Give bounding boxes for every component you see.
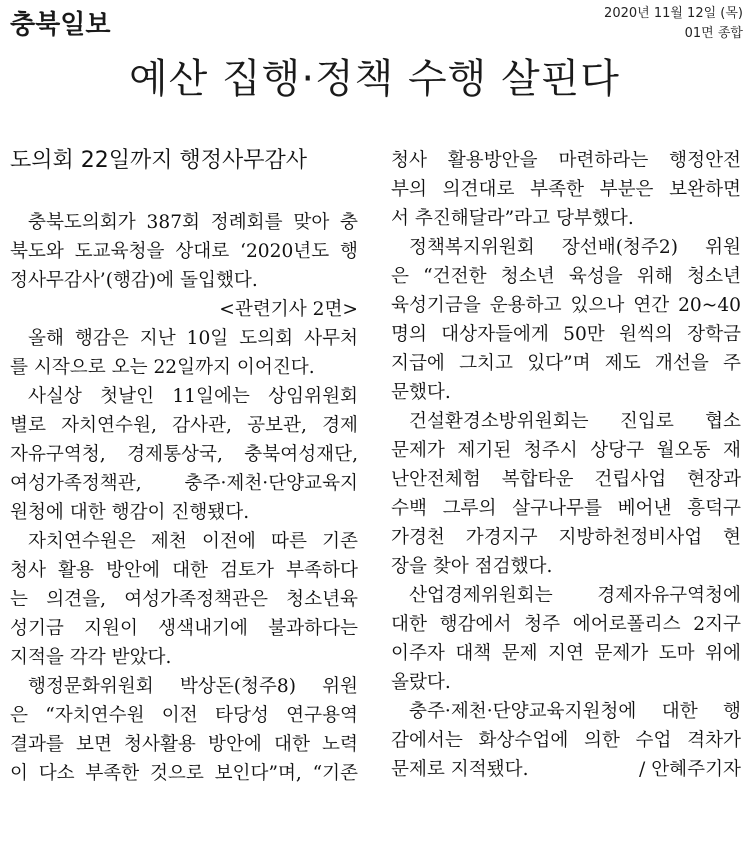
article-line: 지적을 각각 받았다. (10, 647, 172, 668)
publication-date: 2020년 11월 12일 (목) (604, 6, 743, 21)
headline: 예산 집행·정책 수행 살핀다 (129, 56, 620, 102)
article-line: 은 “건전한 청소년 육성을 위해 청소년 (391, 266, 741, 287)
article-line: 서 추진해달라”라고 당부했다. (391, 208, 634, 229)
article-line: 여성가족정책관, 충주·제천·단양교육지 (10, 473, 358, 494)
article-line: 문했다. (391, 382, 451, 403)
newspaper-masthead: 충북일보 (10, 10, 111, 40)
article-line: 성기금 지원이 생색내기에 불과하다는 (10, 618, 358, 639)
article-line: 수백 그루의 살구나무를 베어낸 흥덕구 (391, 498, 741, 519)
article-line: 행정문화위원회 박상돈(청주8) 위원 (28, 676, 358, 697)
article-line: 문제로 지적됐다. (391, 759, 529, 780)
final-line-row (391, 755, 741, 784)
article-line: 은 “자치연수원 이전 타당성 연구용역 (10, 705, 358, 726)
article-line: 정책복지위원회 장선배(청주2) 위원 (409, 237, 741, 258)
article-column-left (10, 208, 358, 788)
article-line: 육성기금을 운용하고 있으나 연간 20~40 (391, 295, 741, 316)
related-article-note: <관련기사 2면> (219, 299, 358, 320)
article-line: 자유구역청, 경제통상국, 충북여성재단, (10, 444, 358, 465)
dateline (604, 4, 743, 44)
article-line: 는 의견을, 여성가족정책관은 청소년육 (10, 589, 358, 610)
article-line: 충주·제천·단양교육지원청에 대한 행 (409, 701, 741, 722)
article-line: 감에서는 화상수업에 의한 수업 격차가 (391, 730, 741, 751)
article-line: 장을 찾아 점검했다. (391, 556, 553, 577)
article-line: 건설환경소방위원회는 진입로 협소 (409, 411, 741, 432)
article-line: 충북도의회가 387회 정례회를 맞아 충 (28, 212, 358, 233)
article-line: 부의 의견대로 부족한 부분은 보완하면 (391, 179, 741, 200)
page-section: 01면 종합 (684, 26, 743, 41)
article-line: 를 시작으로 오는 22일까지 이어진다. (10, 357, 315, 378)
article-line: 가경천 가경지구 지방하천정비사업 현 (391, 527, 741, 548)
article-line: 청사 활용 방안에 대한 검토가 부족하다 (10, 560, 358, 581)
article-line: 문제가 제기된 청주시 상당구 월오동 재 (391, 440, 741, 461)
article-line: 자치연수원은 제천 이전에 따른 기존 (28, 531, 358, 552)
article-line: 원청에 대한 행감이 진행됐다. (10, 502, 250, 523)
byline: / 안혜주기자 (639, 759, 741, 780)
subheadline: 도의회 22일까지 행정사무감사 (10, 148, 308, 173)
article-line: 북도와 도교육청을 상대로 ‘2020년도 행 (10, 241, 358, 262)
article-line: 대한 행감에서 청주 에어로폴리스 2지구 (391, 614, 741, 635)
article-line: 청사 활용방안을 마련하라는 행정안전 (391, 150, 741, 171)
article-line: 명의 대상자들에게 50만 원씩의 장학금 (391, 324, 741, 345)
article-line: 지급에 그치고 있다”며 제도 개선을 주 (391, 353, 741, 374)
article-line: 산업경제위원회는 경제자유구역청에 (409, 585, 741, 606)
article-line: 정사무감사’(행감)에 돌입했다. (10, 270, 258, 291)
article-line: 사실상 첫날인 11일에는 상임위원회 (28, 386, 358, 407)
article-line: 올랐다. (391, 672, 451, 693)
article-column-right (391, 146, 741, 784)
article-line: 별로 자치연수원, 감사관, 공보관, 경제 (10, 415, 358, 436)
article-line: 이주자 대책 문제 지연 문제가 도마 위에 (391, 643, 741, 664)
article-line: 난안전체험 복합타운 건립사업 현장과 (391, 469, 741, 490)
article-line: 결과를 보면 청사활용 방안에 대한 노력 (10, 734, 358, 755)
article-line: 이 다소 부족한 것으로 보인다”며, “기존 (10, 763, 358, 784)
article-line: 올해 행감은 지난 10일 도의회 사무처 (28, 328, 358, 349)
